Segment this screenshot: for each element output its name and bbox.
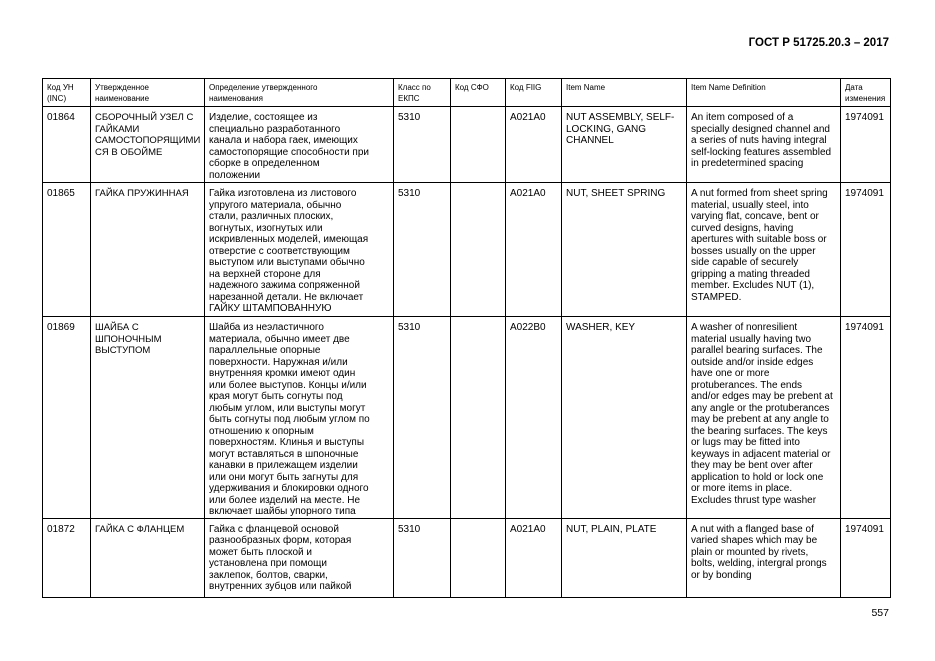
column-header-ekps-class: Класс по ЕКПС — [394, 79, 451, 107]
column-header-change-date: Дата изменения — [841, 79, 891, 107]
inc-code-cell: 01865 — [43, 183, 91, 317]
sfo-code-cell — [451, 317, 506, 519]
column-header-inc: Код УН (INC) — [43, 79, 91, 107]
fiig-code-cell: A021A0 — [506, 107, 562, 183]
fiig-code-cell: A021A0 — [506, 183, 562, 317]
inc-code-cell: 01864 — [43, 107, 91, 183]
change-date-cell: 1974091 — [841, 317, 891, 519]
approved-name-cell: ГАЙКА ПРУЖИННАЯ — [91, 183, 205, 317]
definition-cell: Шайба из неэластичного материала, обычно имеет две параллельные опорные поверхности. Наружная и/или внутренняя кромки имеют один или более выступов. Концы и/или края могут быть согнуты под любым углом, или выступы могут быть согнуты под любым углом по отношению к опорным поверхностям. Клинья и выступы могут вставляться в шпоночные канавки в прилежащем изделии или они могут быть загнуты для удерживания и блокировки одного или более изделий на месте. Не включает шайбы упорного типа — [205, 317, 394, 519]
item-name-cell: NUT ASSEMBLY, SELF- LOCKING, GANG CHANNEL — [562, 107, 687, 183]
fiig-code-cell: A021A0 — [506, 518, 562, 597]
change-date-cell: 1974091 — [841, 518, 891, 597]
fiig-code-cell: A022B0 — [506, 317, 562, 519]
item-name-definition-cell: A washer of nonresilient material usually having two parallel bearing surfaces. The outside and/or inside edges have one or more protuberances. The ends and/or edges may be prebent at any angle or the protuberances may be prebent at any angle to the bearing surfaces. The keys or lugs may be fitted into keyways in adjacent material or they may be bent over after application to hold or lock one or more items in place. Excludes thrust type washer — [687, 317, 841, 519]
item-name-definition-cell: An item composed of a specially designed channel and a series of nuts having integral self-locking features assembled in predetermined spacing — [687, 107, 841, 183]
column-header-approved-name: Утвержденное наименование — [91, 79, 205, 107]
table-header-row — [43, 79, 891, 107]
column-header-item-name: Item Name — [562, 79, 687, 107]
table-row — [43, 183, 891, 317]
column-header-item-name-definition: Item Name Definition — [687, 79, 841, 107]
approved-name-cell: ШАЙБА С ШПОНОЧНЫМ ВЫСТУПОМ — [91, 317, 205, 519]
table-row — [43, 518, 891, 597]
document-code: ГОСТ Р 51725.20.3 – 2017 — [748, 37, 889, 49]
catalog-table — [42, 78, 891, 598]
column-header-definition: Определение утвержденного наименования — [205, 79, 394, 107]
approved-name-cell: СБОРОЧНЫЙ УЗЕЛ С ГАЙКАМИ САМОСТОПОРЯЩИМИ СЯ В ОБОЙМЕ — [91, 107, 205, 183]
item-name-cell: WASHER, KEY — [562, 317, 687, 519]
table-row — [43, 317, 891, 519]
inc-code-cell: 01872 — [43, 518, 91, 597]
inc-code-cell: 01869 — [43, 317, 91, 519]
approved-name-cell: ГАЙКА С ФЛАНЦЕМ — [91, 518, 205, 597]
definition-cell: Изделие, состоящее из специально разработанного канала и набора гаек, имеющих самостопорящие способности при сборке в определенном положении — [205, 107, 394, 183]
ekps-class-cell: 5310 — [394, 518, 451, 597]
item-name-definition-cell: A nut formed from sheet spring material, usually steel, into varying flat, concave, bent or curved designs, having apertures with suitable boss or bosses usually on the upper side capable of securely gripping a mating threaded member. Excludes NUT (1), STAMPED. — [687, 183, 841, 317]
page-number: 557 — [871, 607, 889, 619]
item-name-definition-cell: A nut with a flanged base of varied shapes which may be plain or mounted by rivets, bolts, welding, intergral prongs or by bonding — [687, 518, 841, 597]
ekps-class-cell: 5310 — [394, 317, 451, 519]
sfo-code-cell — [451, 518, 506, 597]
column-header-sfo-code: Код СФО — [451, 79, 506, 107]
ekps-class-cell: 5310 — [394, 183, 451, 317]
item-name-cell: NUT, PLAIN, PLATE — [562, 518, 687, 597]
sfo-code-cell — [451, 183, 506, 317]
table-row — [43, 107, 891, 183]
change-date-cell: 1974091 — [841, 107, 891, 183]
ekps-class-cell: 5310 — [394, 107, 451, 183]
definition-cell: Гайка изготовлена из листового упругого материала, обычно стали, различных плоских, вогнутых, изогнутых или искривленных моделей, имеющая отверстие с соответствующим выступом или выступами обычно на верхней стороне для надежного зажима сопряженной нарезанной детали. Не включает ГАЙКУ ШТАМПОВАННУЮ — [205, 183, 394, 317]
sfo-code-cell — [451, 107, 506, 183]
item-name-cell: NUT, SHEET SPRING — [562, 183, 687, 317]
definition-cell: Гайка с фланцевой основой разнообразных форм, которая может быть плоской и установлена при помощи заклепок, болтов, сварки, внутренних зубцов или пайкой — [205, 518, 394, 597]
column-header-fiig-code: Код FIIG — [506, 79, 562, 107]
change-date-cell: 1974091 — [841, 183, 891, 317]
